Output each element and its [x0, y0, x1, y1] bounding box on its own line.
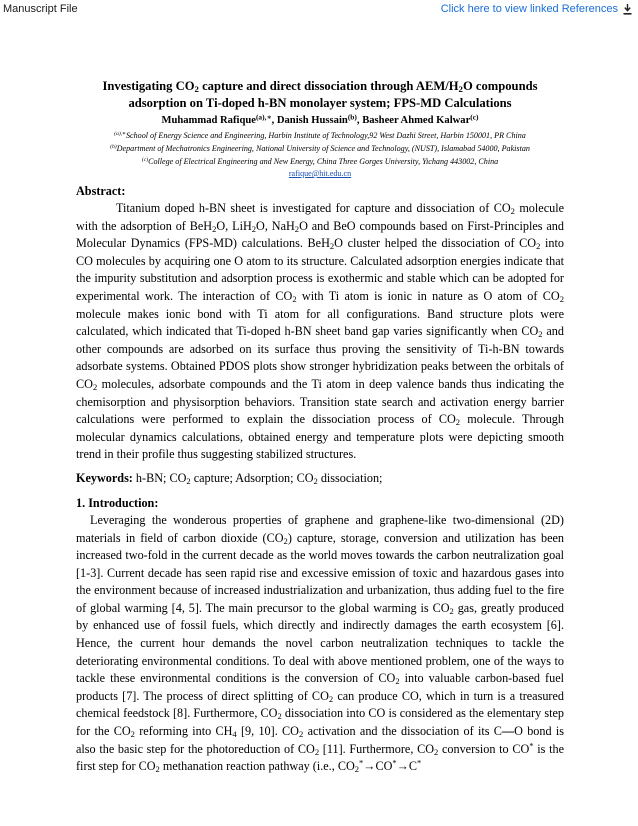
abstract-text: Titanium doped h-BN sheet is investigated for capture and dissociation of $CO_2$ molecule with the adsorption of BeH$_2$O, LiH$_2$O, NaH$_2$O and BeO compounds based on First-Principles and Molecular Dynamics (FPS-MD) calculations. BeH$_2$O cluster helped the dissociation of $CO_2$ into CO molecules by acquiring one O atom to its structure. Calculated adsorption energies indicate that the impurity substitution and adsorption process is exothermic and stable which can be adopted for experimental work. The interaction of $CO_2$ with Ti atom is ionic in nature as O atom of $CO_2$ molecule makes ionic bond with Ti atom for all configurations. Band structure plots were calculated, which indicated that Ti-doped h-BN sheet band gap varies significantly when $CO_2$ and other compounds are adsorbed on its surface thus proving the sensitivity of Ti-h-BN towards adsorbate systems. Obtained PDOS plots show stronger hybridization peaks between the orbitals of $CO_2$ molecules, adsorbate compounds and the Ti atom in deep valence bands thus indicating the chemisorption and physisorption behaviors. Transition state search and activation energy barrier calculations were performed to explain the dissociation process of $CO_2$ molecule. Through molecular dynamics calculations, obtained energy and temperature plots were depicting smooth trend in their profile thus suggesting stabilized structures. [76, 201, 564, 462]
introduction-heading: 1. Introduction: [76, 495, 159, 510]
affiliation-b: $^{(b)}$Department of Mechatronics Engineering, National University of Science and Technology, (NUST), Islamabad 54000, Pakistan [110, 144, 530, 153]
keywords-line: Keywords: h-BN; $CO_2$ capture; Adsorption; $CO_2$ dissociation; [76, 470, 383, 487]
linked-references-link[interactable] [441, 3, 632, 15]
paper-title: Investigating $CO_2$ capture and direct dissociation through AEM/$H_2O$ compounds adsorption on Ti-doped h-BN monolayer system; FPS-MD Calculations [102, 79, 538, 110]
top-bar [0, 0, 638, 18]
corresponding-email[interactable]: rafique@hit.edu.cn [288, 169, 352, 178]
author-list: Muhammad Rafique$^{(a),∗}$, Danish Hussain$^{(b)}$, Basheer Ahmed Kalwar$^{(c)}$ [161, 112, 479, 126]
affiliation-c: $^{(c)}$College of Electrical Engineering and New Energy, China Three Gorges University, Yichang 443002, China [141, 157, 499, 166]
introduction-text: Leveraging the wonderous properties of graphene and graphene-like two-dimensional (2D) materials in field of carbon dioxide $(CO_2)$ capture, storage, conversion and utilization has been increased two-fold in the current decade as the world moves towards the carbon neutralization goal [1-3]. Current decade has seen rapid rise and excessive emission of toxic and hazardous gases into the environment because of increased industrialization and urbanization, thus adding fuel to the fire of global warming [4, 5]. The main precursor to the global warming is $CO_2$ gas, greatly produced by enhanced use of fossil fuels, which directly and indirectly damages the earth ecosystem [6]. Hence, the current hour demands the novel carbon neutralization techniques to tackle the deteriorating environmental conditions. To deal with above mentioned problem, one of the ways to tackle these environmental conditions is the conversion of $CO_2$ into valuable carbon-based fuel products [7]. The process of direct splitting of $CO_2$ can produce CO, which in turn is a treasured chemical feedstock [8]. Furthermore, $CO_2$ dissociation into CO is considered as the elementary step for the $CO_2$ reforming into $CH_4$ [9, 10]. $CO_2$ activation and the dissociation of its C—O bond is also the basic step for the photoreduction of $CO_2$ [11]. Furthermore, $CO_2$ conversion to CO* is the first step for $CO_2$ methanation reaction pathway (i.e., $CO_2^*\to CO^*\to C^*$ [76, 512, 564, 775]
paper-page [76, 78, 564, 776]
linked-references-label[interactable]: Click here to view linked References [440, 3, 618, 15]
affiliation-a: $^{(a),∗}$School of Energy Science and Engineering, Harbin Institute of Technology,92 West Dazhi Street, Harbin 150001, PR China [114, 131, 526, 140]
download-icon[interactable] [623, 4, 632, 15]
manuscript-file-label: Manuscript File [3, 3, 78, 15]
abstract-heading: Abstract: [76, 184, 126, 198]
